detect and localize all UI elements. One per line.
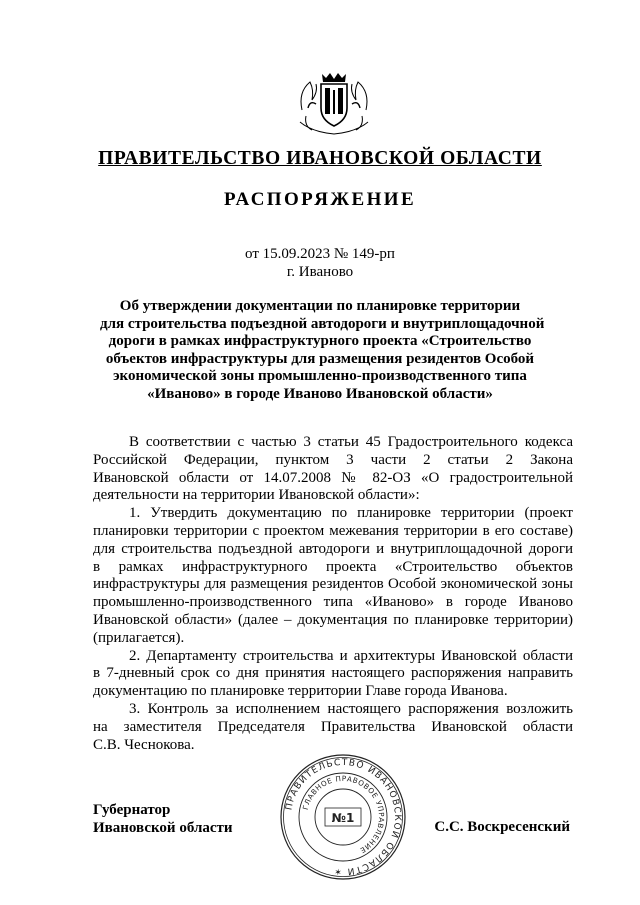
official-seal-icon <box>277 752 409 882</box>
coat-of-arms-icon <box>292 70 376 140</box>
svg-text:ПРАВИТЕЛЬСТВО ИВАНОВСКОЙ ОБЛАС: ПРАВИТЕЛЬСТВО ИВАНОВСКОЙ ОБЛАСТИ ✶ <box>284 757 403 877</box>
body-line: С.В. Чеснокова. <box>93 736 195 753</box>
body-line: планировки территории с проектом межевания территории в его составе) <box>93 522 573 539</box>
document-body <box>93 434 573 754</box>
subject-line: «Иваново» в городе Иваново Ивановской области» <box>147 385 493 402</box>
document-city: г. Иваново <box>286 264 354 280</box>
document-date-number: от 15.09.2023 № 149-рп <box>245 246 395 262</box>
government-title: ПРАВИТЕЛЬСТВО ИВАНОВСКОЙ ОБЛАСТИ <box>98 148 542 169</box>
body-line: Ивановской области» (далее – документация по планировке территории) <box>93 611 573 628</box>
subject-line: Об утверждении документации по планировке территории <box>119 298 521 314</box>
svg-text:№1: №1 <box>331 811 355 825</box>
body-line: 3. Контроль за исполнением настоящего распоряжения возложить <box>129 700 573 717</box>
body-line: (прилагается). <box>93 629 185 646</box>
body-line: 2. Департаменту строительства и архитектуры Ивановской области <box>129 647 573 664</box>
svg-text:ГЛАВНОЕ ПРАВОВОЕ УПРАВЛЕНИЕ: ГЛАВНОЕ ПРАВОВОЕ УПРАВЛЕНИЕ <box>300 773 387 856</box>
body-line: документацию по планировке территории Главе города Иванова. <box>93 683 508 700</box>
body-line: промышленно-производственного типа «Иваново» в городе Иваново <box>93 594 573 611</box>
subject-line: экономической зоны промышленно-производственного типа <box>113 368 527 385</box>
document-type: РАСПОРЯЖЕНИЕ <box>223 189 417 210</box>
body-line: В соответствии с частью 3 статьи 45 Градостроительного кодекса <box>129 434 573 450</box>
document-subject <box>100 298 545 404</box>
body-line: деятельности на территории Ивановской области»: <box>93 487 420 504</box>
body-line: в рамках инфраструктурного проекта «Строительство объектов <box>93 558 573 575</box>
subject-line: объектов инфраструктуры для размещения резидентов Особой <box>105 350 535 367</box>
body-line: инфраструктуры для размещения резидентов Особой экономической зоны <box>93 576 573 593</box>
body-line: на заместителя Председателя Правительства Ивановской области <box>93 718 573 735</box>
body-line: Российской Федерации, пунктом 3 части 2 статьи 2 Закона <box>93 451 573 468</box>
body-line: 1. Утвердить документацию по планировке территории (проект <box>129 505 573 522</box>
body-line: Ивановской области от 14.07.2008 № 82-ОЗ «О градостроительной <box>93 469 573 486</box>
body-line: в 7-дневный срок со дня принятия настоящего распоряжения направить <box>93 665 573 682</box>
signatory-position-line: Губернатор <box>93 802 171 818</box>
body-line: для строительства подъездной автодороги и внутриплощадочной дороги <box>93 540 573 557</box>
signatory-name: С.С. Воскресенский <box>434 819 570 835</box>
signatory-position-line: Ивановской области <box>93 820 233 836</box>
subject-line: дороги в рамках инфраструктурного проекта «Строительство <box>108 333 532 350</box>
subject-line: для строительства подъездной автодороги и внутриплощадочной <box>100 315 545 332</box>
signatory-position <box>93 801 233 837</box>
